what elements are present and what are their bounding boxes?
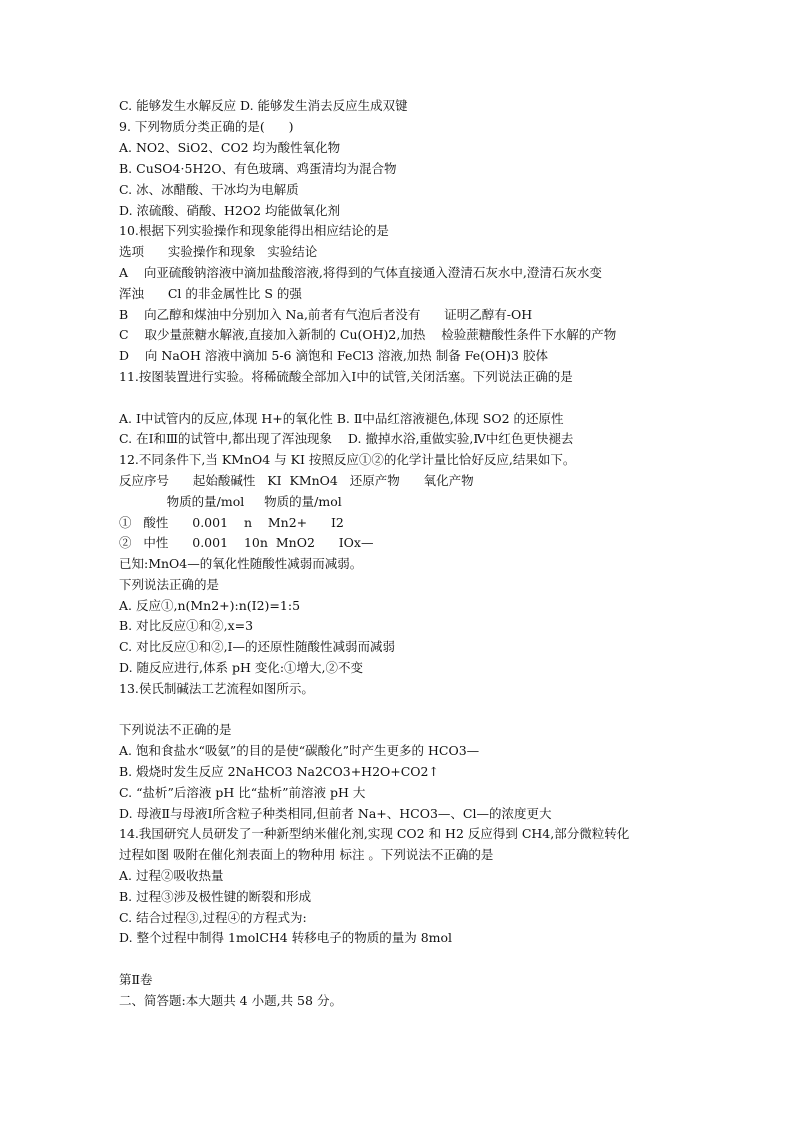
question-9-stem: 9. 下列物质分类正确的是( ) <box>119 119 294 134</box>
text-line: D. 整个过程中制得 1molCH4 转移电子的物质的量为 8mol <box>119 930 453 945</box>
question-14-stem: 14.我国研究人员研发了一种新型纳米催化剂,实现 CO2 和 H2 反应得到 CH4,部分微粒转化 <box>119 826 630 841</box>
question-11-stem: 11.按图装置进行实验。将稀硫酸全部加入Ⅰ中的试管,关闭活塞。下列说法正确的是 <box>119 369 573 384</box>
text-line: A. NO2、SiO2、CO2 均为酸性氧化物 <box>119 140 341 155</box>
section-heading: 第Ⅱ卷 <box>119 972 153 987</box>
text-line: C. 结合过程③,过程④的方程式为: <box>119 910 307 925</box>
text-line: B 向乙醇和煤油中分别加入 Na,前者有气泡后者没有 证明乙醇有-OH <box>119 307 533 322</box>
text-line: D. 随反应进行,体系 pH 变化:①增大,②不变 <box>119 660 364 675</box>
text-line: 已知:MnO4—的氧化性随酸性减弱而减弱。 <box>119 556 363 571</box>
table-row: ② 中性 0.001 10n MnO2 IOx— <box>119 535 374 550</box>
text-line: C. 对比反应①和②,I—的还原性随酸性减弱而减弱 <box>119 639 395 654</box>
text-line: B. 过程③涉及极性键的断裂和形成 <box>119 889 312 904</box>
text-line: C 取少量蔗糖水解液,直接加入新制的 Cu(OH)2,加热 检验蔗糖酸性条件下水解的产物 <box>119 327 617 342</box>
table-header: 物质的量/mol 物质的量/mol <box>119 494 342 509</box>
question-12-stem: 12.不同条件下,当 KMnO4 与 KI 按照反应①②的化学计量比恰好反应,结果如下。 <box>119 452 576 467</box>
text-line: C. “盐析”后溶液 pH 比“盐析”前溶液 pH 大 <box>119 785 366 800</box>
table-header: 选项 实验操作和现象 实验结论 <box>119 244 318 259</box>
text-line: B. 对比反应①和②,x=3 <box>119 618 254 633</box>
section-instructions: 二、简答题:本大题共 4 小题,共 58 分。 <box>119 993 342 1008</box>
text-line: D 向 NaOH 溶液中滴加 5-6 滴饱和 FeCl3 溶液,加热 制备 Fe(OH)3 胶体 <box>119 348 548 363</box>
text-line: A. 饱和食盐水“吸氨”的目的是使“碳酸化”时产生更多的 HCO3— <box>119 743 480 758</box>
table-header: 反应序号 起始酸碱性 KI KMnO4 还原产物 氧化产物 <box>119 473 474 488</box>
text-line: 下列说法不正确的是 <box>119 722 232 737</box>
question-13-stem: 13.侯氏制碱法工艺流程如图所示。 <box>119 681 314 696</box>
text-line: A. Ⅰ中试管内的反应,体现 H+的氧化性 B. Ⅱ中品红溶液褪色,体现 SO2 的还原性 <box>119 411 564 426</box>
text-line: 下列说法正确的是 <box>119 577 220 592</box>
text-line: B. CuSO4·5H2O、有色玻璃、鸡蛋清均为混合物 <box>119 161 397 176</box>
question-10-stem: 10.根据下列实验操作和现象能得出相应结论的是 <box>119 223 389 238</box>
text-line: B. 煅烧时发生反应 2NaHCO3 Na2CO3+H2O+CO2↑ <box>119 764 439 779</box>
text-line: C. 能够发生水解反应 D. 能够发生消去反应生成双键 <box>119 98 408 113</box>
text-line: A. 反应①,n(Mn2+):n(I2)=1:5 <box>119 598 301 613</box>
table-row: ① 酸性 0.001 n Mn2+ I2 <box>119 515 344 530</box>
text-line: A. 过程②吸收热量 <box>119 868 224 883</box>
text-line: D. 浓硫酸、硝酸、H2O2 均能做氧化剂 <box>119 203 341 218</box>
text-line: A 向亚硫酸钠溶液中滴加盐酸溶液,将得到的气体直接通入澄清石灰水中,澄清石灰水变 <box>119 265 602 280</box>
text-line: D. 母液Ⅱ与母液Ⅰ所含粒子种类相同,但前者 Na+、HCO3—、Cl—的浓度更大 <box>119 806 552 821</box>
text-line: 浑浊 Cl 的非金属性比 S 的强 <box>119 286 302 301</box>
text-line: 过程如图 吸附在催化剂表面上的物种用 标注 。下列说法不正确的是 <box>119 847 494 862</box>
text-line: C. 冰、冰醋酸、干冰均为电解质 <box>119 182 299 197</box>
text-line: C. 在Ⅰ和Ⅲ的试管中,都出现了浑浊现象 D. 撤掉水浴,重做实验,Ⅳ中红色更快褪去 <box>119 431 574 446</box>
